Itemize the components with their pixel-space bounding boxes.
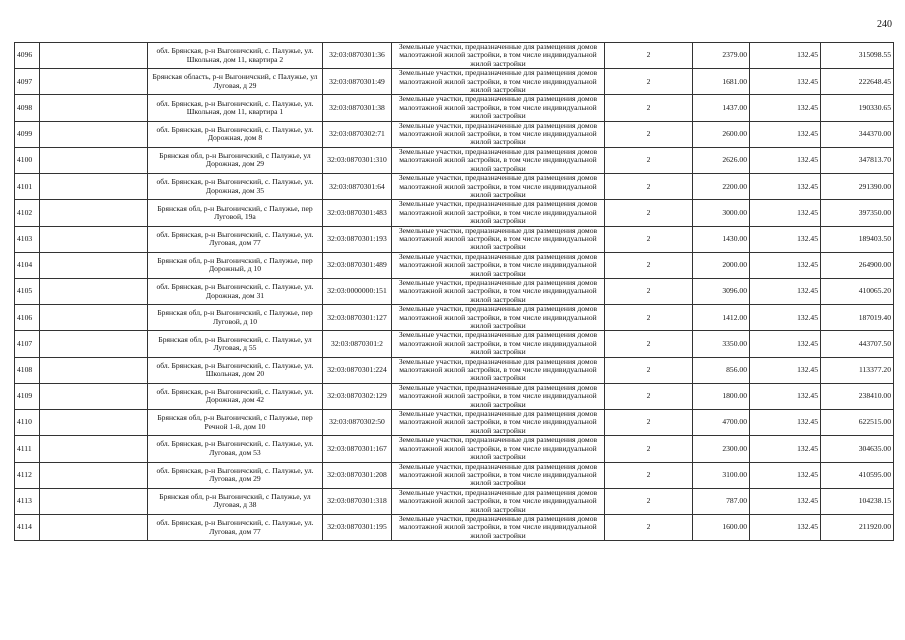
quantity-cell: 2 [605,147,693,173]
rate-cell: 132.45 [750,488,821,514]
quantity-cell: 2 [605,410,693,436]
area-cell: 3000.00 [693,200,750,226]
row-number: 4108 [15,357,40,383]
land-category-cell: Земельные участки, предназначенные для размещения домов малоэтажной жилой застройки, в том числе индивидуальной жилой застройки [392,305,605,331]
cadastral-value-cell: 264900.00 [821,252,894,278]
land-category-cell: Земельные участки, предназначенные для размещения домов малоэтажной жилой застройки, в том числе индивидуальной жилой застройки [392,252,605,278]
cadastral-number-cell: 32:03:0870301:310 [323,147,392,173]
cadastral-value-cell: 443707.50 [821,331,894,357]
quantity-cell: 2 [605,95,693,121]
rate-cell: 132.45 [750,174,821,200]
cadastral-number-cell: 32:03:0870301:127 [323,305,392,331]
row-number: 4096 [15,43,40,69]
land-category-cell: Земельные участки, предназначенные для размещения домов малоэтажной жилой застройки, в том числе индивидуальной жилой застройки [392,174,605,200]
quantity-cell: 2 [605,462,693,488]
area-cell: 787.00 [693,488,750,514]
cadastral-value-cell: 315098.55 [821,43,894,69]
rate-cell: 132.45 [750,410,821,436]
rate-cell: 132.45 [750,357,821,383]
cadastral-value-cell: 104238.15 [821,488,894,514]
address-cell: обл. Брянская, р-н Выгоничский, с. Палужье, ул. Луговая, дом 29 [148,462,323,488]
quantity-cell: 2 [605,174,693,200]
rate-cell: 132.45 [750,436,821,462]
cadastral-value-cell: 410065.20 [821,278,894,304]
land-category-cell: Земельные участки, предназначенные для размещения домов малоэтажной жилой застройки, в том числе индивидуальной жилой застройки [392,69,605,95]
empty-cell [40,331,148,357]
row-number: 4103 [15,226,40,252]
area-cell: 2626.00 [693,147,750,173]
area-cell: 1430.00 [693,226,750,252]
empty-cell [40,357,148,383]
empty-cell [40,200,148,226]
cadastral-value-cell: 113377.20 [821,357,894,383]
address-cell: обл. Брянская, р-н Выгоничский, с. Палужье, ул. Дорожная, дом 31 [148,278,323,304]
row-number: 4106 [15,305,40,331]
row-number: 4112 [15,462,40,488]
cadastral-number-cell: 32:03:0870302:50 [323,410,392,436]
cadastral-number-cell: 32:03:0870301:38 [323,95,392,121]
table-row [15,278,894,304]
row-number: 4100 [15,147,40,173]
quantity-cell: 2 [605,436,693,462]
row-number: 4104 [15,252,40,278]
page-number: 240 [877,19,892,30]
land-category-cell: Земельные участки, предназначенные для размещения домов малоэтажной жилой застройки, в том числе индивидуальной жилой застройки [392,462,605,488]
row-number: 4109 [15,383,40,409]
quantity-cell: 2 [605,69,693,95]
row-number: 4111 [15,436,40,462]
empty-cell [40,278,148,304]
cadastral-value-cell: 187019.40 [821,305,894,331]
table-row [15,383,894,409]
cadastral-number-cell: 32:03:0870301:64 [323,174,392,200]
cadastral-number-cell: 32:03:0870301:167 [323,436,392,462]
land-category-cell: Земельные участки, предназначенные для размещения домов малоэтажной жилой застройки, в том числе индивидуальной жилой застройки [392,383,605,409]
quantity-cell: 2 [605,383,693,409]
table-row [15,69,894,95]
table-row [15,488,894,514]
empty-cell [40,69,148,95]
address-cell: обл. Брянская, р-н Выгоничский, с. Палужье, ул. Луговая, дом 77 [148,226,323,252]
address-cell: Брянская обл, р-н Выгоничский, с Палужье, ул Луговая, д 38 [148,488,323,514]
address-cell: Брянская обл, р-н Выгоничский, с. Палужье, ул Луговая, д 55 [148,331,323,357]
address-cell: Брянская обл, р-н Выгоничский, с Палужье, пер Речной 1-й, дом 10 [148,410,323,436]
cadastral-number-cell: 32:03:0870302:71 [323,121,392,147]
quantity-cell: 2 [605,278,693,304]
rate-cell: 132.45 [750,121,821,147]
empty-cell [40,252,148,278]
quantity-cell: 2 [605,305,693,331]
address-cell: обл. Брянская, р-н Выгоничский, с. Палужье, ул. Школьная, дом 11, квартира 2 [148,43,323,69]
land-category-cell: Земельные участки, предназначенные для размещения домов малоэтажной жилой застройки, в том числе индивидуальной жилой застройки [392,278,605,304]
table-row [15,514,894,540]
table-row [15,95,894,121]
land-category-cell: Земельные участки, предназначенные для размещения домов малоэтажной жилой застройки, в том числе индивидуальной жилой застройки [392,488,605,514]
cadastral-number-cell: 32:03:0870301:208 [323,462,392,488]
cadastral-value-cell: 222648.45 [821,69,894,95]
cadastral-value-cell: 291390.00 [821,174,894,200]
quantity-cell: 2 [605,43,693,69]
row-number: 4105 [15,278,40,304]
empty-cell [40,514,148,540]
row-number: 4099 [15,121,40,147]
table-row [15,331,894,357]
land-category-cell: Земельные участки, предназначенные для размещения домов малоэтажной жилой застройки, в том числе индивидуальной жилой застройки [392,95,605,121]
area-cell: 2200.00 [693,174,750,200]
cadastral-number-cell: 32:03:0870301:49 [323,69,392,95]
rate-cell: 132.45 [750,95,821,121]
empty-cell [40,121,148,147]
rate-cell: 132.45 [750,252,821,278]
address-cell: обл. Брянская, р-н Выгоничский, с. Палужье, ул. Дорожная, дом 42 [148,383,323,409]
address-cell: обл. Брянская, р-н Выгоничский, с. Палужье, ул. Луговая, дом 77 [148,514,323,540]
empty-cell [40,462,148,488]
empty-cell [40,410,148,436]
area-cell: 1412.00 [693,305,750,331]
area-cell: 1600.00 [693,514,750,540]
area-cell: 4700.00 [693,410,750,436]
cadastral-value-cell: 397350.00 [821,200,894,226]
area-cell: 1437.00 [693,95,750,121]
rate-cell: 132.45 [750,226,821,252]
cadastral-value-cell: 622515.00 [821,410,894,436]
land-category-cell: Земельные участки, предназначенные для размещения домов малоэтажной жилой застройки, в том числе индивидуальной жилой застройки [392,410,605,436]
land-category-cell: Земельные участки, предназначенные для размещения домов малоэтажной жилой застройки, в том числе индивидуальной жилой застройки [392,436,605,462]
table-row [15,121,894,147]
quantity-cell: 2 [605,357,693,383]
empty-cell [40,436,148,462]
empty-cell [40,383,148,409]
cadastral-number-cell: 32:03:0000000:151 [323,278,392,304]
row-number: 4110 [15,410,40,436]
row-number: 4114 [15,514,40,540]
row-number: 4107 [15,331,40,357]
area-cell: 2000.00 [693,252,750,278]
table-row [15,147,894,173]
empty-cell [40,43,148,69]
land-category-cell: Земельные участки, предназначенные для размещения домов малоэтажной жилой застройки, в том числе индивидуальной жилой застройки [392,121,605,147]
table-body [15,43,894,541]
table-row [15,462,894,488]
cadastral-number-cell: 32:03:0870301:2 [323,331,392,357]
table-row [15,436,894,462]
area-cell: 3350.00 [693,331,750,357]
land-category-cell: Земельные участки, предназначенные для размещения домов малоэтажной жилой застройки, в том числе индивидуальной жилой застройки [392,200,605,226]
rate-cell: 132.45 [750,305,821,331]
rate-cell: 132.45 [750,383,821,409]
table-row [15,305,894,331]
cadastral-value-cell: 190330.65 [821,95,894,121]
area-cell: 1681.00 [693,69,750,95]
table-row [15,226,894,252]
land-category-cell: Земельные участки, предназначенные для размещения домов малоэтажной жилой застройки, в том числе индивидуальной жилой застройки [392,357,605,383]
rate-cell: 132.45 [750,331,821,357]
empty-cell [40,147,148,173]
land-category-cell: Земельные участки, предназначенные для размещения домов малоэтажной жилой застройки, в том числе индивидуальной жилой застройки [392,147,605,173]
address-cell: Брянская обл, р-н Выгоничский, с Палужье, пер Луговой, 19а [148,200,323,226]
row-number: 4102 [15,200,40,226]
area-cell: 3096.00 [693,278,750,304]
cadastral-value-cell: 238410.00 [821,383,894,409]
quantity-cell: 2 [605,121,693,147]
address-cell: обл. Брянская, р-н Выгоничский, с. Палужье, ул. Школьная, дом 20 [148,357,323,383]
cadastral-number-cell: 32:03:0870301:489 [323,252,392,278]
land-category-cell: Земельные участки, предназначенные для размещения домов малоэтажной жилой застройки, в том числе индивидуальной жилой застройки [392,226,605,252]
address-cell: обл. Брянская, р-н Выгоничский, с. Палужье, ул. Школьная, дом 11, квартира 1 [148,95,323,121]
rate-cell: 132.45 [750,43,821,69]
cadastral-value-cell: 347813.70 [821,147,894,173]
address-cell: Брянская обл, р-н Выгоничский, с Палужье, ул Дорожная, дом 29 [148,147,323,173]
cadastral-value-cell: 304635.00 [821,436,894,462]
cadastral-number-cell: 32:03:0870301:193 [323,226,392,252]
address-cell: Брянская обл, р-н Выгоничский, с Палужье, пер Луговой, д 10 [148,305,323,331]
area-cell: 856.00 [693,357,750,383]
rate-cell: 132.45 [750,278,821,304]
empty-cell [40,305,148,331]
quantity-cell: 2 [605,200,693,226]
cadastral-number-cell: 32:03:0870301:224 [323,357,392,383]
rate-cell: 132.45 [750,462,821,488]
address-cell: обл. Брянская, р-н Выгоничский, с. Палужье, ул. Дорожная, дом 35 [148,174,323,200]
quantity-cell: 2 [605,252,693,278]
table-row [15,174,894,200]
cadastral-number-cell: 32:03:0870301:483 [323,200,392,226]
empty-cell [40,488,148,514]
address-cell: Брянская область, р-н Выгоничский, с Палужье, ул Луговая, д 29 [148,69,323,95]
cadastral-value-cell: 189403.50 [821,226,894,252]
land-plot-table [14,42,894,541]
rate-cell: 132.45 [750,200,821,226]
address-cell: Брянская обл, р-н Выгоничский, с Палужье, пер Дорожный, д 10 [148,252,323,278]
table-row [15,410,894,436]
cadastral-number-cell: 32:03:0870302:129 [323,383,392,409]
table-row [15,252,894,278]
area-cell: 2379.00 [693,43,750,69]
address-cell: обл. Брянская, р-н Выгоничский, с. Палужье, ул. Дорожная, дом 8 [148,121,323,147]
quantity-cell: 2 [605,331,693,357]
land-category-cell: Земельные участки, предназначенные для размещения домов малоэтажной жилой застройки, в том числе индивидуальной жилой застройки [392,514,605,540]
row-number: 4098 [15,95,40,121]
area-cell: 1800.00 [693,383,750,409]
table-row [15,200,894,226]
cadastral-number-cell: 32:03:0870301:36 [323,43,392,69]
land-category-cell: Земельные участки, предназначенные для размещения домов малоэтажной жилой застройки, в том числе индивидуальной жилой застройки [392,43,605,69]
cadastral-number-cell: 32:03:0870301:318 [323,488,392,514]
cadastral-value-cell: 344370.00 [821,121,894,147]
table-row [15,357,894,383]
land-category-cell: Земельные участки, предназначенные для размещения домов малоэтажной жилой застройки, в том числе индивидуальной жилой застройки [392,331,605,357]
empty-cell [40,226,148,252]
cadastral-value-cell: 211920.00 [821,514,894,540]
area-cell: 2600.00 [693,121,750,147]
empty-cell [40,174,148,200]
area-cell: 3100.00 [693,462,750,488]
rate-cell: 132.45 [750,69,821,95]
empty-cell [40,95,148,121]
row-number: 4097 [15,69,40,95]
quantity-cell: 2 [605,226,693,252]
address-cell: обл. Брянская, р-н Выгоничский, с. Палужье, ул. Луговая, дом 53 [148,436,323,462]
rate-cell: 132.45 [750,514,821,540]
row-number: 4101 [15,174,40,200]
cadastral-value-cell: 410595.00 [821,462,894,488]
rate-cell: 132.45 [750,147,821,173]
area-cell: 2300.00 [693,436,750,462]
table-row [15,43,894,69]
quantity-cell: 2 [605,488,693,514]
cadastral-number-cell: 32:03:0870301:195 [323,514,392,540]
row-number: 4113 [15,488,40,514]
quantity-cell: 2 [605,514,693,540]
